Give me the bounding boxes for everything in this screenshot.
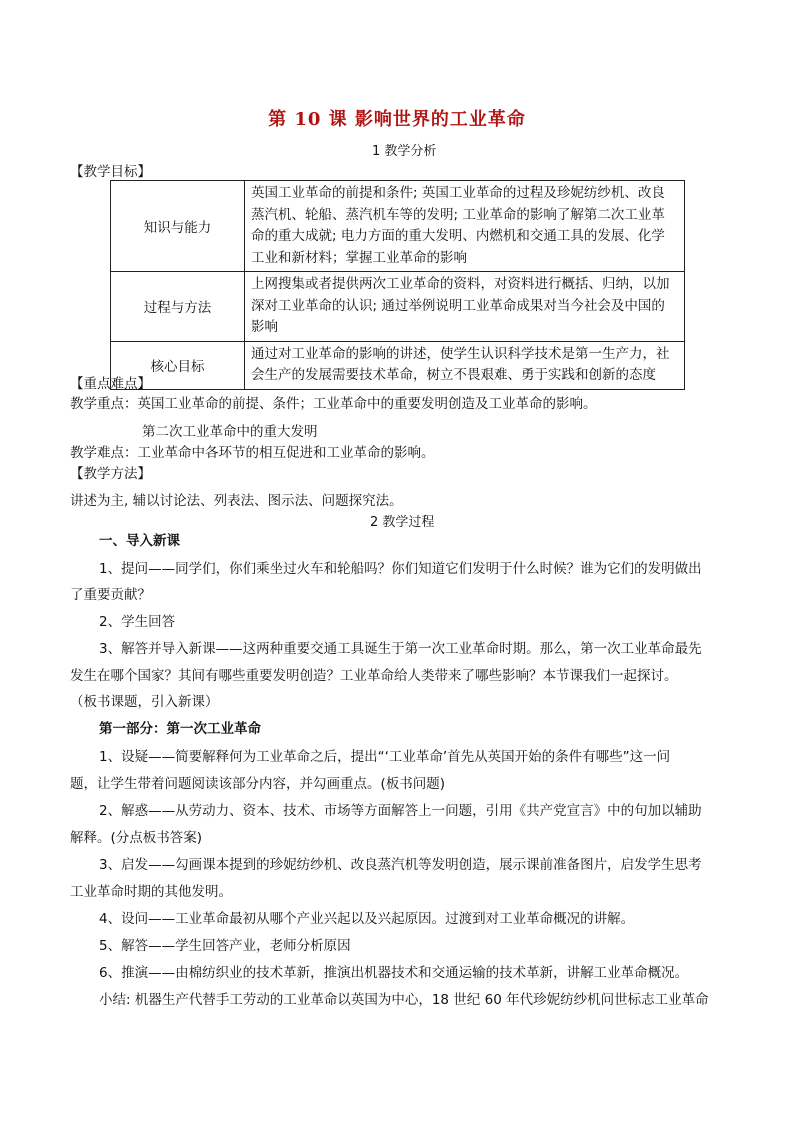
part1-line: 3、启发——勾画课本提到的珍妮纺纱机、改良蒸汽机等发明创造，展示课前准备图片，启发学生思考 [99, 857, 702, 873]
objective-line: 上网搜集或者提供两次工业革命的资料，对资料进行概括、归纳，以加 [251, 276, 670, 292]
key-point-sub: 第二次工业革命中的重大发明 [142, 424, 318, 440]
part1-line: 1、设疑——简要解释何为工业革命之后，提出“‘工业革命’首先从英国开始的条件有哪些”这一问 [99, 749, 671, 765]
objective-line: 通过对工业革命的影响的讲述，使学生认识科学技术是第一生产力，社 [251, 345, 670, 362]
objective-text [245, 341, 685, 389]
objectives-heading: 【教学目标】 [70, 164, 151, 180]
objectives-table [110, 180, 685, 390]
part1-line: 题，让学生带着问题阅读该部分内容，并勾画重点。(板书问题) [70, 776, 446, 792]
section-heading-analysis: 1 教学分析 [372, 144, 437, 159]
objective-line: 深对工业革命的认识; 通过举例说明工业革命成果对当今社会及中国的 [251, 297, 665, 314]
method-line: 讲述为主, 辅以讨论法、列表法、图示法、问题探究法。 [70, 493, 403, 509]
part1-line: 4、设问——工业革命最初从哪个产业兴起以及兴起原因。过渡到对工业革命概况的讲解。 [99, 911, 635, 927]
key-points-heading: 【重点难点】 [70, 376, 151, 392]
part1-line: 工业革命时期的其他发明。 [70, 884, 232, 900]
table-row [111, 341, 685, 389]
intro-heading: 一、导入新课 [99, 533, 180, 549]
part1-line: 6、推演——由棉纺织业的技术革新，推演出机器技术和交通运输的技术革新，讲解工业革命概况。 [99, 965, 689, 981]
part1-line: 5、解答——学生回答产业，老师分析原因 [99, 938, 351, 954]
key-point-line: 教学重点：英国工业革命的前提、条件；工业革命中的重要发明创造及工业革命的影响。 [70, 396, 597, 412]
body-line: 1、提问——同学们，你们乘坐过火车和轮船吗？你们知道它们发明于什么时候？谁为它们的发明做出 [99, 561, 702, 577]
body-line: 2、学生回答 [99, 614, 176, 630]
objective-line: 会生产的发展需要技术革命，树立不畏艰难、勇于实践和创新的态度 [251, 367, 656, 383]
body-line: （板书课题，引入新课） [70, 694, 219, 710]
objective-line: 影响 [251, 319, 278, 335]
table-row [111, 181, 685, 272]
objective-label: 核心目标 [111, 341, 245, 389]
objective-text [245, 181, 685, 272]
method-heading: 【教学方法】 [70, 466, 151, 482]
lesson-title: 第 10 课 影响世界的工业革命 [268, 109, 526, 130]
objective-label: 过程与方法 [111, 272, 245, 342]
body-line: 了重要贡献？ [70, 587, 151, 603]
objective-text [245, 272, 685, 342]
body-line: 发生在哪个国家？其间有哪些重要发明创造？工业革命给人类带来了哪些影响？本节课我们一起探讨。 [70, 668, 678, 684]
difficulty-line: 教学难点：工业革命中各环节的相互促进和工业革命的影响。 [70, 445, 435, 461]
part1-heading: 第一部分：第一次工业革命 [99, 721, 261, 737]
part1-line: 小结: 机器生产代替手工劳动的工业革命以英国为中心，18 世纪 60 年代珍妮纺纱机问世标志工业革命 [99, 992, 709, 1008]
part1-line: 2、解惑——从劳动力、资本、技术、市场等方面解答上一问题，引用《共产党宣言》中的句加以辅助 [99, 803, 702, 819]
section-heading-process: 2 教学过程 [370, 515, 435, 530]
body-line: 3、解答并导入新课——这两种重要交通工具诞生于第一次工业革命时期。那么，第一次工业革命最先 [99, 641, 702, 657]
objective-line: 命的重大成就; 电力方面的重大发明、内燃机和交通工具的发展、化学 [251, 228, 665, 244]
objective-line: 英国工业革命的前提和条件; 英国工业革命的过程及珍妮纺纱机、改良 [251, 185, 665, 201]
table-row [111, 272, 685, 342]
objective-line: 工业和新材料；掌握工业革命的影响 [251, 249, 467, 266]
part1-line: 解释。(分点板书答案) [70, 830, 203, 846]
objective-line: 蒸汽机、轮船、蒸汽机车等的发明; 工业革命的影响了解第二次工业革 [251, 206, 665, 223]
objective-label: 知识与能力 [111, 181, 245, 272]
